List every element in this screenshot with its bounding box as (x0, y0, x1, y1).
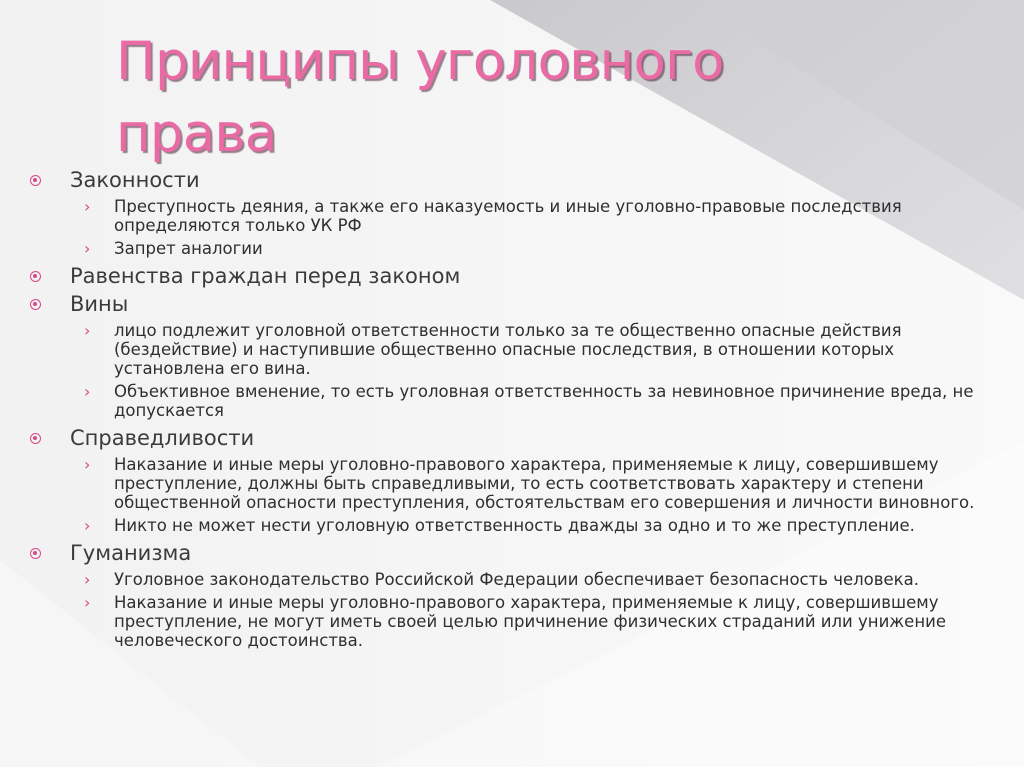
principle-detail (28, 516, 988, 535)
principle-detail-text: лицо подлежит уголовной ответственности только за те общественно опасные действия (бездействие) и наступившие общественно опасные последствия, в отношении которых установлена его вина. (114, 321, 902, 378)
ring-dot-bullet-icon (30, 299, 41, 310)
ring-dot-bullet-icon (30, 433, 41, 444)
principle-justice (28, 424, 988, 452)
chevron-right-icon: › (84, 593, 91, 612)
slide-title-line-2: права (116, 103, 277, 164)
ring-dot-bullet-icon (30, 271, 41, 282)
slide-title-line-1: Принципы уголовного (116, 31, 724, 92)
chevron-right-icon: › (84, 570, 91, 589)
principle-detail-text: Запрет аналогии (114, 239, 263, 258)
principle-detail (28, 239, 988, 258)
chevron-right-icon: › (84, 321, 91, 340)
principle-detail-text: Наказание и иные меры уголовно-правового характера, применяемые к лицу, совершившему преступление, должны быть справедливыми, то есть соответствовать характеру и степени общественной опасности преступления, обстоятельствам его совершения и личности виновного. (114, 455, 975, 512)
principle-name: Справедливости (70, 426, 255, 450)
principle-name: Вины (70, 292, 129, 316)
principle-detail-text: Объективное вменение, то есть уголовная ответственность за невиновное причинение вреда, не допускается (114, 382, 974, 420)
principle-detail (28, 321, 988, 378)
principle-detail-text: Уголовное законодательство Российской Федерации обеспечивает безопасность человека. (114, 570, 919, 589)
principle-detail (28, 593, 988, 650)
principle-guilt (28, 290, 988, 318)
ring-dot-bullet-icon (30, 548, 41, 559)
principle-name: Гуманизма (70, 541, 192, 565)
principle-detail (28, 197, 988, 235)
chevron-right-icon: › (84, 197, 91, 216)
chevron-right-icon: › (84, 455, 91, 474)
principle-legality (28, 166, 988, 194)
principle-detail-text: Никто не может нести уголовную ответственность дважды за одно и то же преступление. (114, 516, 915, 535)
principle-detail (28, 382, 988, 420)
chevron-right-icon: › (84, 382, 91, 401)
principle-name: Законности (70, 168, 200, 192)
principles-list (28, 166, 988, 654)
principle-equality (28, 262, 988, 290)
slide-title (116, 26, 876, 170)
principle-detail-text: Преступность деяния, а также его наказуемость и иные уголовно-правовые последствия определяются только УК РФ (114, 197, 902, 235)
principle-detail (28, 570, 988, 589)
chevron-right-icon: › (84, 516, 91, 535)
principle-detail-text: Наказание и иные меры уголовно-правового характера, применяемые к лицу, совершившему преступление, не могут иметь своей целью причинение физических страданий или унижение человеческого достоинства. (114, 593, 946, 650)
principle-name: Равенства граждан перед законом (70, 264, 461, 288)
principle-detail (28, 455, 988, 512)
chevron-right-icon: › (84, 239, 91, 258)
ring-dot-bullet-icon (30, 175, 41, 186)
principle-humanism (28, 539, 988, 567)
